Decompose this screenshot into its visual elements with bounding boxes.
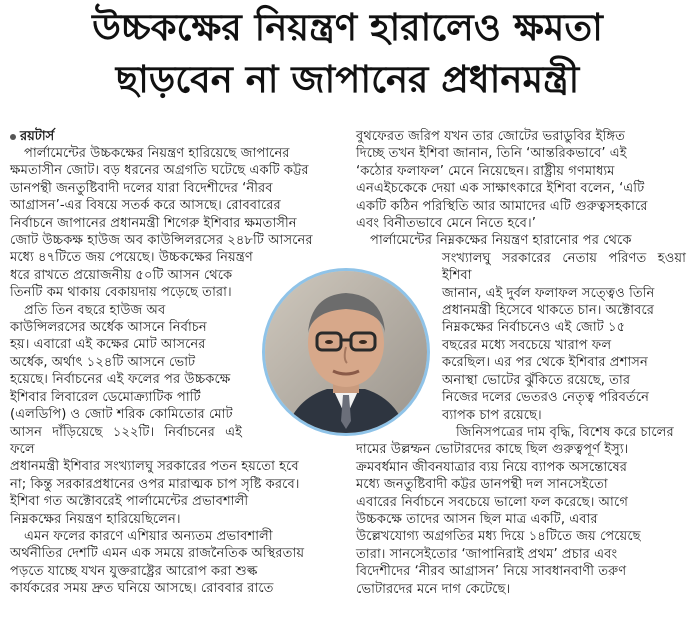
- text-line: দামের উল্লম্ফন ভোটারদের কাছে ছিল গুরুত্বপূর্ণ ইস্যু।: [356, 442, 629, 458]
- text-line: জানান, এই দুর্বল ফলাফল সত্ত্বেও তিনি: [442, 285, 655, 301]
- text-line: পার্লামেন্টের উচ্চকক্ষের নিয়ন্ত্রণ হারিয়েছে জাপানের: [24, 146, 290, 161]
- text-line: নির্বাচনে জাপানের প্রধানমন্ত্রী শিগেরু ইশিবার ক্ষমতাসীন: [10, 215, 297, 231]
- text-line: আসন দাঁড়িয়েছে ১২২টি। নির্বাচনের এই ফলে: [10, 424, 242, 457]
- text-line: ধরে রাখতে প্রয়োজনীয় ৫০টি আসন থেকে: [10, 267, 233, 283]
- byline: [10, 128, 348, 145]
- portrait-illustration: [265, 271, 427, 433]
- text-line: মধ্যে জনতুষ্টিবাদী কট্টর ডানপন্থী দল সানসেইতো: [356, 477, 608, 493]
- text-line: হয়। এবারো এই কক্ষের মোট আসনের: [10, 337, 206, 353]
- text-line: তিনটি কম থাকায় বেকায়দায় পড়েছে তারা।: [10, 285, 232, 301]
- text-line: প্রধানমন্ত্রী ইশিবার সংখ্যালঘু সরকারের পতন হয়তো হবে: [10, 459, 299, 475]
- text-line: এবং বিনীতভাবে মেনে নিতে হবে।’: [356, 216, 536, 232]
- text-line: তারা। সানসেইতোর ‘জাপানিরাই প্রথম’ প্রচার এবং: [356, 546, 618, 562]
- text-line: অর্থনীতির দেশটি এমন এক সময়ে রাজনৈতিক অস্থিরতায়: [10, 546, 305, 562]
- text-line: অনাস্থা ভোটের ঝুঁকিতে রয়েছে, তার: [442, 372, 631, 388]
- text-line: প্রধানমন্ত্রী হিসেবে থাকতে চান। অক্টোবরে: [442, 303, 655, 319]
- text-line: না; কিন্তু সরকারপ্রধানের ওপর মারাত্মক চাপ সৃষ্টি করবে।: [10, 476, 300, 492]
- text-line: জোট উচ্চকক্ষ হাউজ অব কাউন্সিলরসের ২৪৮টি আসনের: [10, 233, 313, 249]
- text-line: পড়তে যাচ্ছে যখন যুক্তরাষ্ট্রের আরোপ করা শুল্ক: [10, 563, 258, 579]
- text-line: ব্যাপক চাপ রয়েছে।: [442, 407, 542, 423]
- text-line: ক্রমবর্ধমান জীবনযাত্রার ব্যয় নিয়ে ব্যাপক অসন্তোষের: [356, 459, 628, 475]
- byline-source: রয়টার্স: [20, 129, 55, 144]
- right-paragraph-1: [356, 128, 686, 232]
- text-line: একটি কঠিন পরিস্থিতি আর আমাদের এটি গুরুত্বসহকারে: [356, 198, 648, 214]
- text-line: মধ্যে ৪৭টিতে জয় পেয়েছে। উচ্চকক্ষের নিয়ন্ত্রণ: [10, 250, 253, 266]
- portrait-photo: [262, 268, 430, 436]
- right-paragraph-3: [356, 424, 686, 598]
- bullet-icon: [10, 134, 16, 140]
- text-line: উল্লেখযোগ্য অগ্রগতির মধ্য দিয়ে ১৪টিতে জয় পেয়েছে: [356, 529, 641, 545]
- text-line: উচ্চকক্ষে তাদের আসন ছিল মাত্র একটি, এবার: [356, 511, 598, 527]
- text-line: কার্যকরের সময় দ্রুত ঘনিয়ে আসছে। রোববার রাতে: [10, 581, 274, 597]
- text-line: ডানপন্থী জনতুষ্টিবাদী দলের যারা বিদেশীদের ‘নীরব: [10, 180, 273, 196]
- left-paragraph-3: [10, 528, 348, 598]
- text-line: প্রতি তিন বছরে হাউজ অব: [24, 302, 166, 318]
- text-line: নিজের দলের ভেতরও নেতৃত্ব পরিবর্তনে: [442, 390, 649, 406]
- text-line: ‘কঠোর ফলাফল’ মেনে নিয়েছেন। রাষ্ট্রীয় গণমাধ্যম: [356, 163, 615, 179]
- text-line: কাউন্সিলরসের অর্ধেক আসনে নির্বাচন: [10, 320, 207, 336]
- headline-line-1: উচ্চকক্ষের নিয়ন্ত্রণ হারালেও ক্ষমতা: [92, 6, 603, 49]
- text-line: হয়েছে। নির্বাচনের এই ফলের পর উচ্চকক্ষে: [10, 372, 231, 388]
- article-headline: [0, 2, 695, 106]
- text-line: এবারের নির্বাচনে সবচেয়ে ভালো ফল করেছে। আগে: [356, 494, 628, 510]
- left-paragraph-1: [10, 145, 348, 302]
- text-line: জিনিসপত্রের দাম বৃদ্ধি, বিশেষ করে চালের: [456, 424, 674, 440]
- text-line: বিদেশীদের ‘নীরব আগ্রাসন’ নিয়ে সাবধানবাণী তরুণ: [356, 564, 627, 580]
- text-line: ইশিবা গত অক্টোবরেই পার্লামেন্টের প্রভাবশালী: [10, 494, 249, 510]
- text-line: আগ্রাসন’-এর বিষয়ে সতর্ক করে আসছে। রোববারের: [10, 198, 281, 214]
- text-line: নিম্নকক্ষের নিয়ন্ত্রণ হারিয়েছিলেন।: [10, 511, 181, 527]
- text-line: সংখ্যালঘু সরকারের নেতায় পরিণত হওয়া ইশিবা: [442, 250, 686, 284]
- text-line: এনএইচকেকে দেয়া এক সাক্ষাৎকারে ইশিবা বলেন, ‘এটি: [356, 181, 645, 197]
- text-line: (এলডিপি) ও জোট শরিক কোমিতোর মোট: [10, 407, 233, 423]
- text-line: অর্ধেক, অর্থাৎ ১২৪টি আসনে ভোট: [10, 354, 196, 370]
- text-line: পার্লামেন্টের নিম্নকক্ষের নিয়ন্ত্রণ হারানোর পর থেকে: [370, 233, 632, 249]
- text-line: বুথফেরত জরিপ যখন তার জোটের ভরাডুবির ইঙ্গিত: [356, 129, 625, 144]
- text-line: ভোটারদের মনে দাগ কেটেছে।: [356, 581, 511, 597]
- text-line: নিম্নকক্ষের নির্বাচনেও এই জোট ১৫: [442, 320, 626, 336]
- text-line: ইশিবার লিবারেল ডেমোক্র্যাটিক পার্টি: [10, 389, 201, 405]
- text-line: এমন ফলের কারণে এশিয়ার অন্যতম প্রভাবশালী: [24, 528, 273, 544]
- text-line: করেছিল। এর পর থেকে ইশিবার প্রশাসন: [442, 355, 648, 371]
- headline-line-2: ছাড়বেন না জাপানের প্রধানমন্ত্রী: [115, 58, 580, 101]
- text-line: দিচ্ছে তখন ইশিবা জানান, তিনি ‘আন্তরিকভাবে’ এই: [356, 146, 627, 162]
- text-line: ক্ষমতাসীন জোট। বড় ধরনের অগ্রগতি ঘটেছে একটি কট্টর: [10, 163, 309, 179]
- text-line: বছরের মধ্যে সবচেয়ে খারাপ ফল: [442, 337, 612, 353]
